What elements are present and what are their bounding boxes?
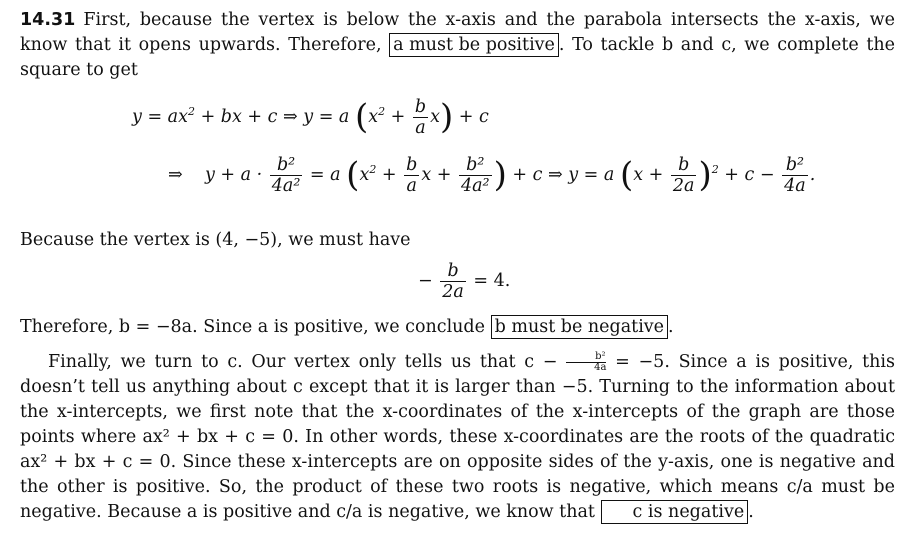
paren-close: ) [439, 97, 454, 137]
completing-square-equations [20, 83, 895, 228]
eq1-left: y = ax [132, 107, 188, 127]
conclusion-b-paragraph [20, 315, 895, 340]
eq2-eq: = a [309, 165, 341, 185]
intro-paragraph [20, 8, 895, 83]
eq2-tail: + c ⇒ y = a [512, 165, 615, 185]
frac-b2-over-4a2-2: $\frac{\text{b²}}{\text{4a²}}$ [460, 155, 490, 196]
paren-close-2: ) [493, 155, 507, 195]
vertex-minus: − [418, 271, 433, 291]
eq1-mid: + bx + c ⇒ y = a [200, 107, 350, 127]
answer-box-b: b must be negative [491, 315, 668, 339]
paren-open-3: ( [619, 155, 634, 195]
eq2-left: y + a · [204, 165, 263, 185]
vertex-equation [20, 253, 895, 315]
frac-b-over-2a: $\frac{b}{2a}$ [672, 155, 695, 196]
final-paragraph [20, 350, 895, 525]
frac-b-over-2a-vertex: $\frac{b}{2a}$ [442, 261, 464, 302]
answer-box-c: c is negative [601, 500, 749, 524]
frac-b2-over-4a2: $\frac{\text{b²}}{\text{4a²}}$ [271, 155, 301, 196]
frac-b-over-a: $\frac{b}{a}$ [414, 97, 427, 138]
vertex-paragraph: Because the vertex is (4, −5), we must have [20, 230, 411, 250]
final-text-2: = −5. Since a is positive, this doesn’t tell us anything about c except that it is larger than −5. Turning to the information about the x-intercepts, we first note that the x-coordinates of the x-intercepts of the graph are those points where ax² + bx + c = 0. In other words, these x-coordinates are the roots of the quadratic ax² + bx + c = 0. Since these x-intercepts are on opposite sides of the y-axis, one is negative and the other is positive. So, the product of these two roots is negative, which means c/a must be negative. Because a is positive and c/a is negative, we know that [20, 352, 895, 522]
vertex-eq-inner [418, 261, 510, 302]
solution-page [20, 8, 895, 525]
conclusion-b-period: . [668, 317, 674, 337]
equation-line-2: ⇒ y + a · $\frac{\text{b²}}{\text{4a²}}$ = a ($x^2$ + $\frac{b}{a}$ x + $\frac{\text{b²}}{\text{4a²}}$ ) + c ⇒ y = a (x + $\frac{b}{2a}$ )$^2$ + c − $\frac{\text{b²}}{4a}$ . [168, 155, 816, 196]
intro-text-b: . To tackle b and c, we complete the square to get [20, 35, 895, 80]
paren-open: ( [354, 97, 369, 137]
equation-line-1: $y = ax^2$ + bx + c ⇒ y = a ($x^2$ + $\frac{b}{a}$ x) + c [132, 97, 489, 138]
intro-text-a: First, because the vertex is below the x-axis and the parabola intersects the x-axis, we know that it opens upwards. Therefore, [20, 10, 895, 55]
eq1-plus-c: + c [458, 107, 489, 127]
eq2-arrow: ⇒ [168, 165, 183, 185]
final-period: . [748, 502, 754, 522]
conclusion-b-text: Therefore, b = −8a. Since a is positive, we conclude [20, 317, 485, 337]
answer-box-a: a must be positive [389, 33, 559, 57]
paren-close-3: ) [698, 155, 712, 195]
final-text-1: Finally, we turn to c. Our vertex only tells us that c − [48, 352, 558, 372]
vertex-rhs: = 4. [473, 271, 511, 291]
paren-open-2: ( [346, 155, 360, 195]
frac-b2-over-4a-inline: $\frac{\text{b²}}{4a}$ [566, 352, 606, 373]
frac-b2-over-4a: $\frac{\text{b²}}{4a}$ [784, 155, 806, 196]
frac-b-over-a-2: $\frac{b}{a}$ [406, 155, 418, 196]
eq2-end: + c − [724, 165, 775, 185]
problem-number: 14.31 [20, 10, 76, 30]
